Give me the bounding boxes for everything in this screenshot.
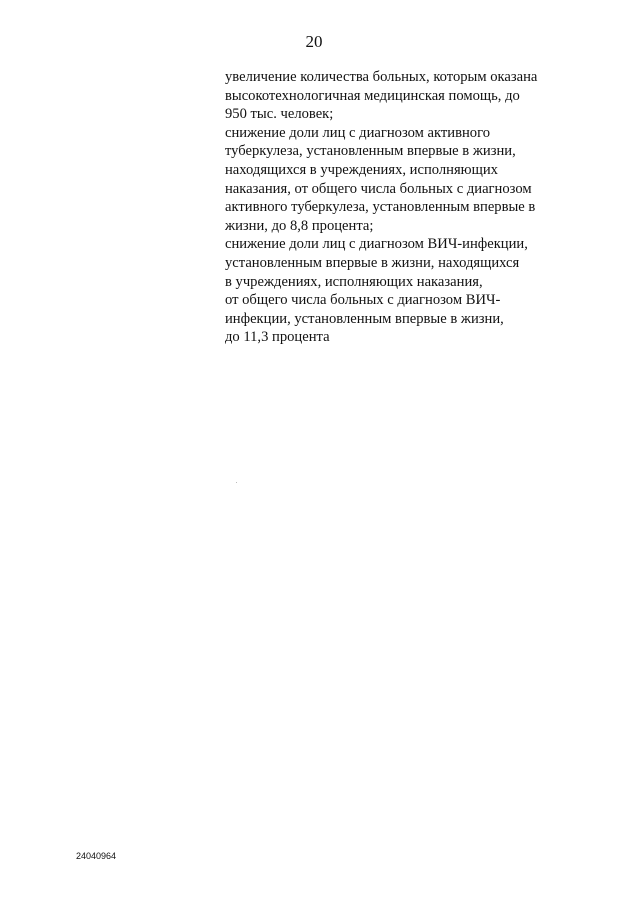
text-line: снижение доли лиц с диагнозом активного [225, 124, 491, 141]
text-line: установленным впервые в жизни, находящихся [225, 254, 520, 271]
text-line: инфекции, установленным впервые в жизни, [225, 310, 504, 327]
text-line: наказания, от общего числа больных с диагнозом [225, 180, 532, 197]
text-line: жизни, до 8,8 процента; [225, 217, 374, 234]
text-line: активного туберкулеза, установленным впервые в [225, 199, 536, 216]
text-line: до 11,3 процента [225, 329, 330, 346]
text-line: снижение доли лиц с диагнозом ВИЧ-инфекции, [225, 236, 528, 253]
text-line: 950 тыс. человек; [225, 106, 334, 123]
text-line: высокотехнологичная медицинская помощь, до [225, 87, 520, 104]
document-code: 24040964 [76, 851, 117, 861]
text-line: туберкулеза, установленным впервые в жизни, [225, 143, 516, 160]
page-number: 20 [305, 32, 323, 51]
scan-speck [236, 482, 237, 483]
text-line: увеличение количества больных, которым оказана [225, 69, 538, 85]
text-line: в учреждениях, исполняющих наказания, [225, 273, 483, 290]
text-line: от общего числа больных с диагнозом ВИЧ- [225, 292, 501, 309]
body-text [225, 68, 565, 347]
text-line: находящихся в учреждениях, исполняющих [225, 161, 498, 178]
